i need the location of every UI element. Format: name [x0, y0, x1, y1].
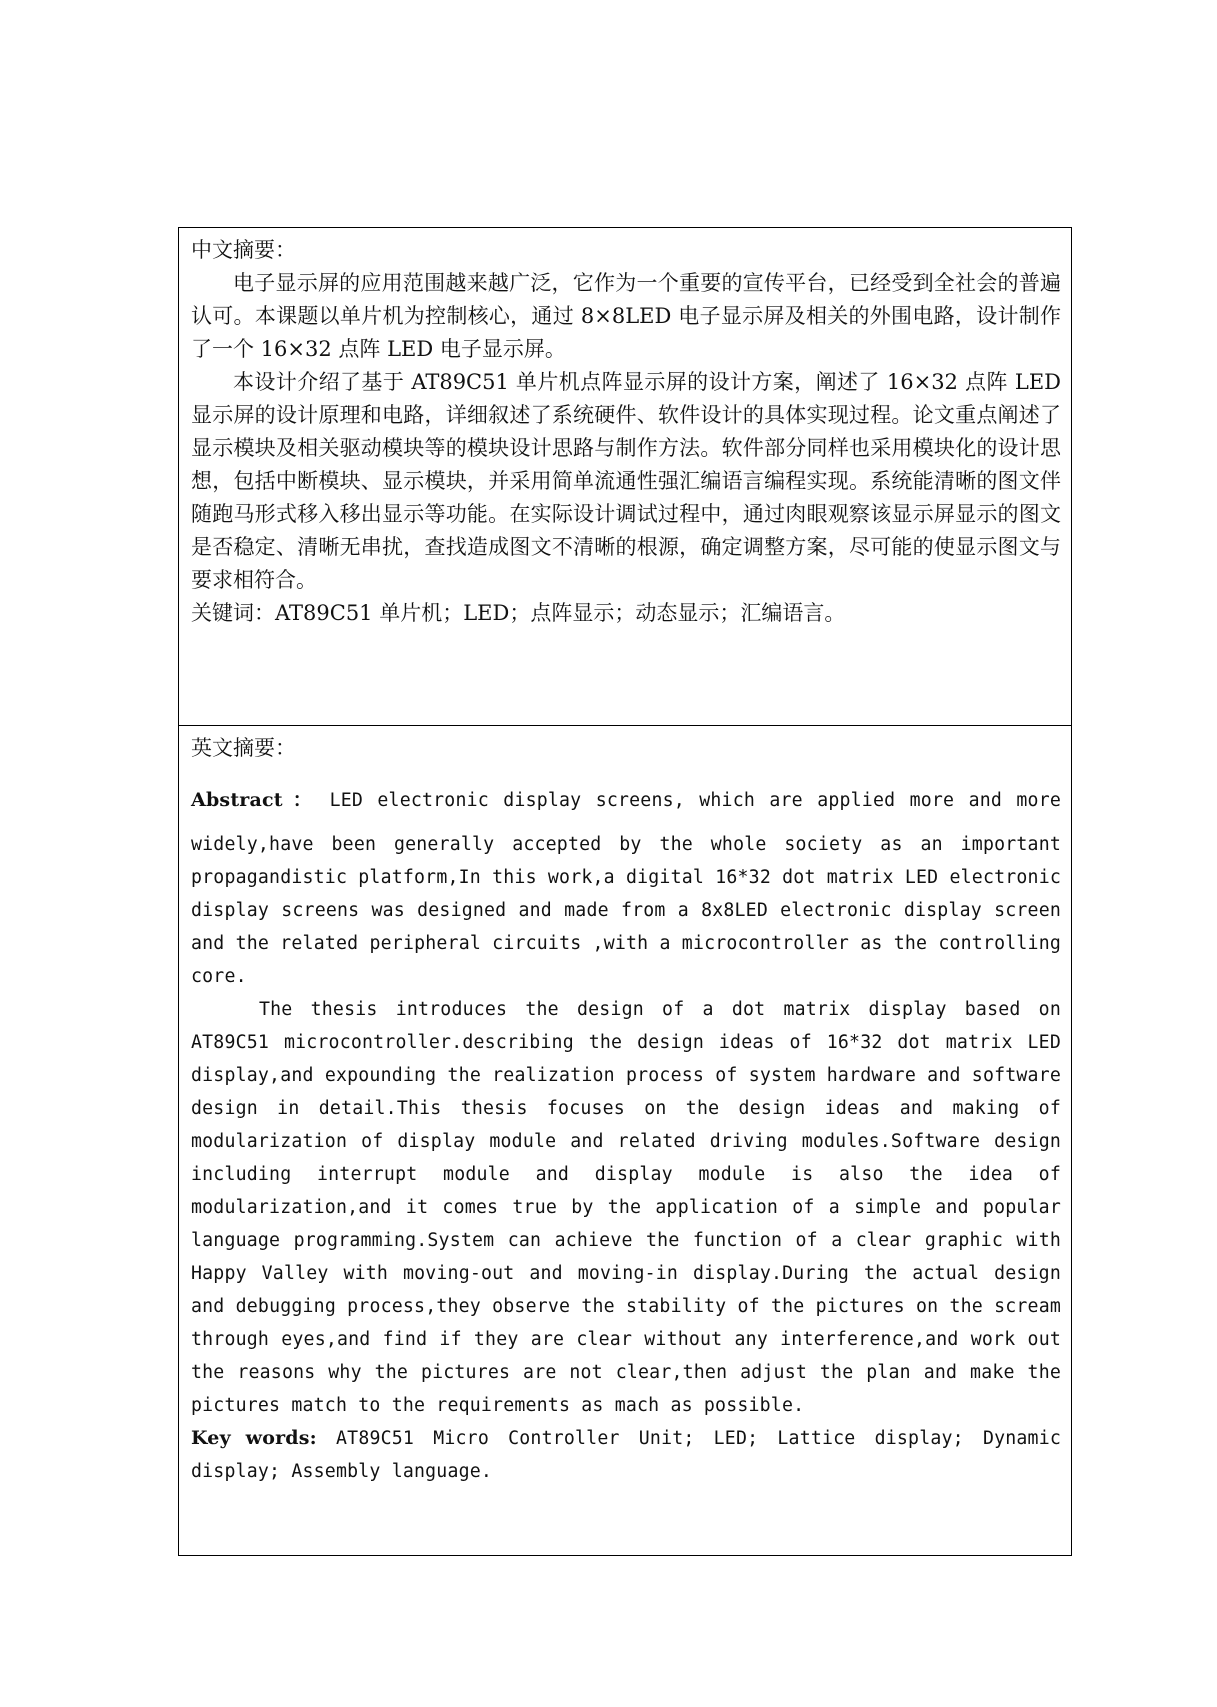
english-keywords — [191, 1422, 1061, 1488]
chinese-abstract-paragraph-1: 电子显示屏的应用范围越来越广泛，它作为一个重要的宣传平台，已经受到全社会的普遍认可。本课题以单片机为控制核心，通过 8×8LED 电子显示屏及相关的外围电路，设计制作了一个 16×32 点阵 LED 电子显示屏。 — [191, 271, 1061, 361]
chinese-keywords-label: 关键词： — [191, 601, 275, 625]
chinese-abstract-heading: 中文摘要： — [191, 238, 296, 262]
english-keywords-text: AT89C51 Micro Controller Unit; LED; Lattice display; Dynamic display; Assembly language. — [191, 1428, 1061, 1482]
abstract-first-line-text: LED electronic display screens, which are applied more and more — [329, 790, 1061, 811]
chinese-keywords — [191, 597, 1061, 630]
english-abstract-paragraph-2: The thesis introduces the design of a dot matrix display based on AT89C51 microcontroller.describing the design ideas of 16*32 dot matrix LED display,and expounding the realization process of system hardware and software design in detail.This thesis focuses on the design ideas and making of modularization of display module and related driving modules.Software design including interrupt module and display module is also the idea of modularization,and it comes true by the application of a simple and popular language programming.System can achieve the function of a clear graphic with Happy Valley with moving-out and moving-in display.During the actual design and debugging process,they observe the stability of the pictures on the scream through eyes,and find if they are clear without any interference,and work out the reasons why the pictures are not clear,then adjust the plan and make the pictures match to the requirements as mach as possible. — [191, 999, 1061, 1416]
chinese-keywords-text: AT89C51 单片机；LED；点阵显示；动态显示；汇编语言。 — [275, 601, 846, 625]
english-keywords-label: Key words: — [191, 1427, 317, 1449]
chinese-abstract-paragraph-2: 本设计介绍了基于 AT89C51 单片机点阵显示屏的设计方案，阐述了 16×32 点阵 LED 显示屏的设计原理和电路，详细叙述了系统硬件、软件设计的具体实现过程。论文重点阐述了显示模块及相关驱动模块等的模块设计思路与制作方法。软件部分同样也采用模块化的设计思想，包括中断模块、显示模块，并采用简单流通性强汇编语言编程实现。系统能清晰的图文伴随跑马形式移入移出显示等功能。在实际设计调试过程中，通过肉眼观察该显示屏显示的图文是否稳定、清晰无串扰，查找造成图文不清晰的根源，确定调整方案，尽可能的使显示图文与要求相符合。 — [191, 370, 1061, 592]
english-abstract-first-line — [191, 784, 1061, 817]
chinese-abstract-section — [178, 227, 1072, 726]
english-abstract-section — [178, 725, 1072, 1556]
abstract-label: Abstract ： — [191, 789, 316, 811]
english-abstract-heading: 英文摘要： — [191, 736, 296, 760]
english-abstract-paragraph-1: widely,have been generally accepted by the whole society as an important propagandistic platform,In this work,a digital 16*32 dot matrix LED electronic display screens was designed and made from a 8x8LED electronic display screen and the related peripheral circuits ,with a microcontroller as the controlling core. — [191, 834, 1061, 987]
